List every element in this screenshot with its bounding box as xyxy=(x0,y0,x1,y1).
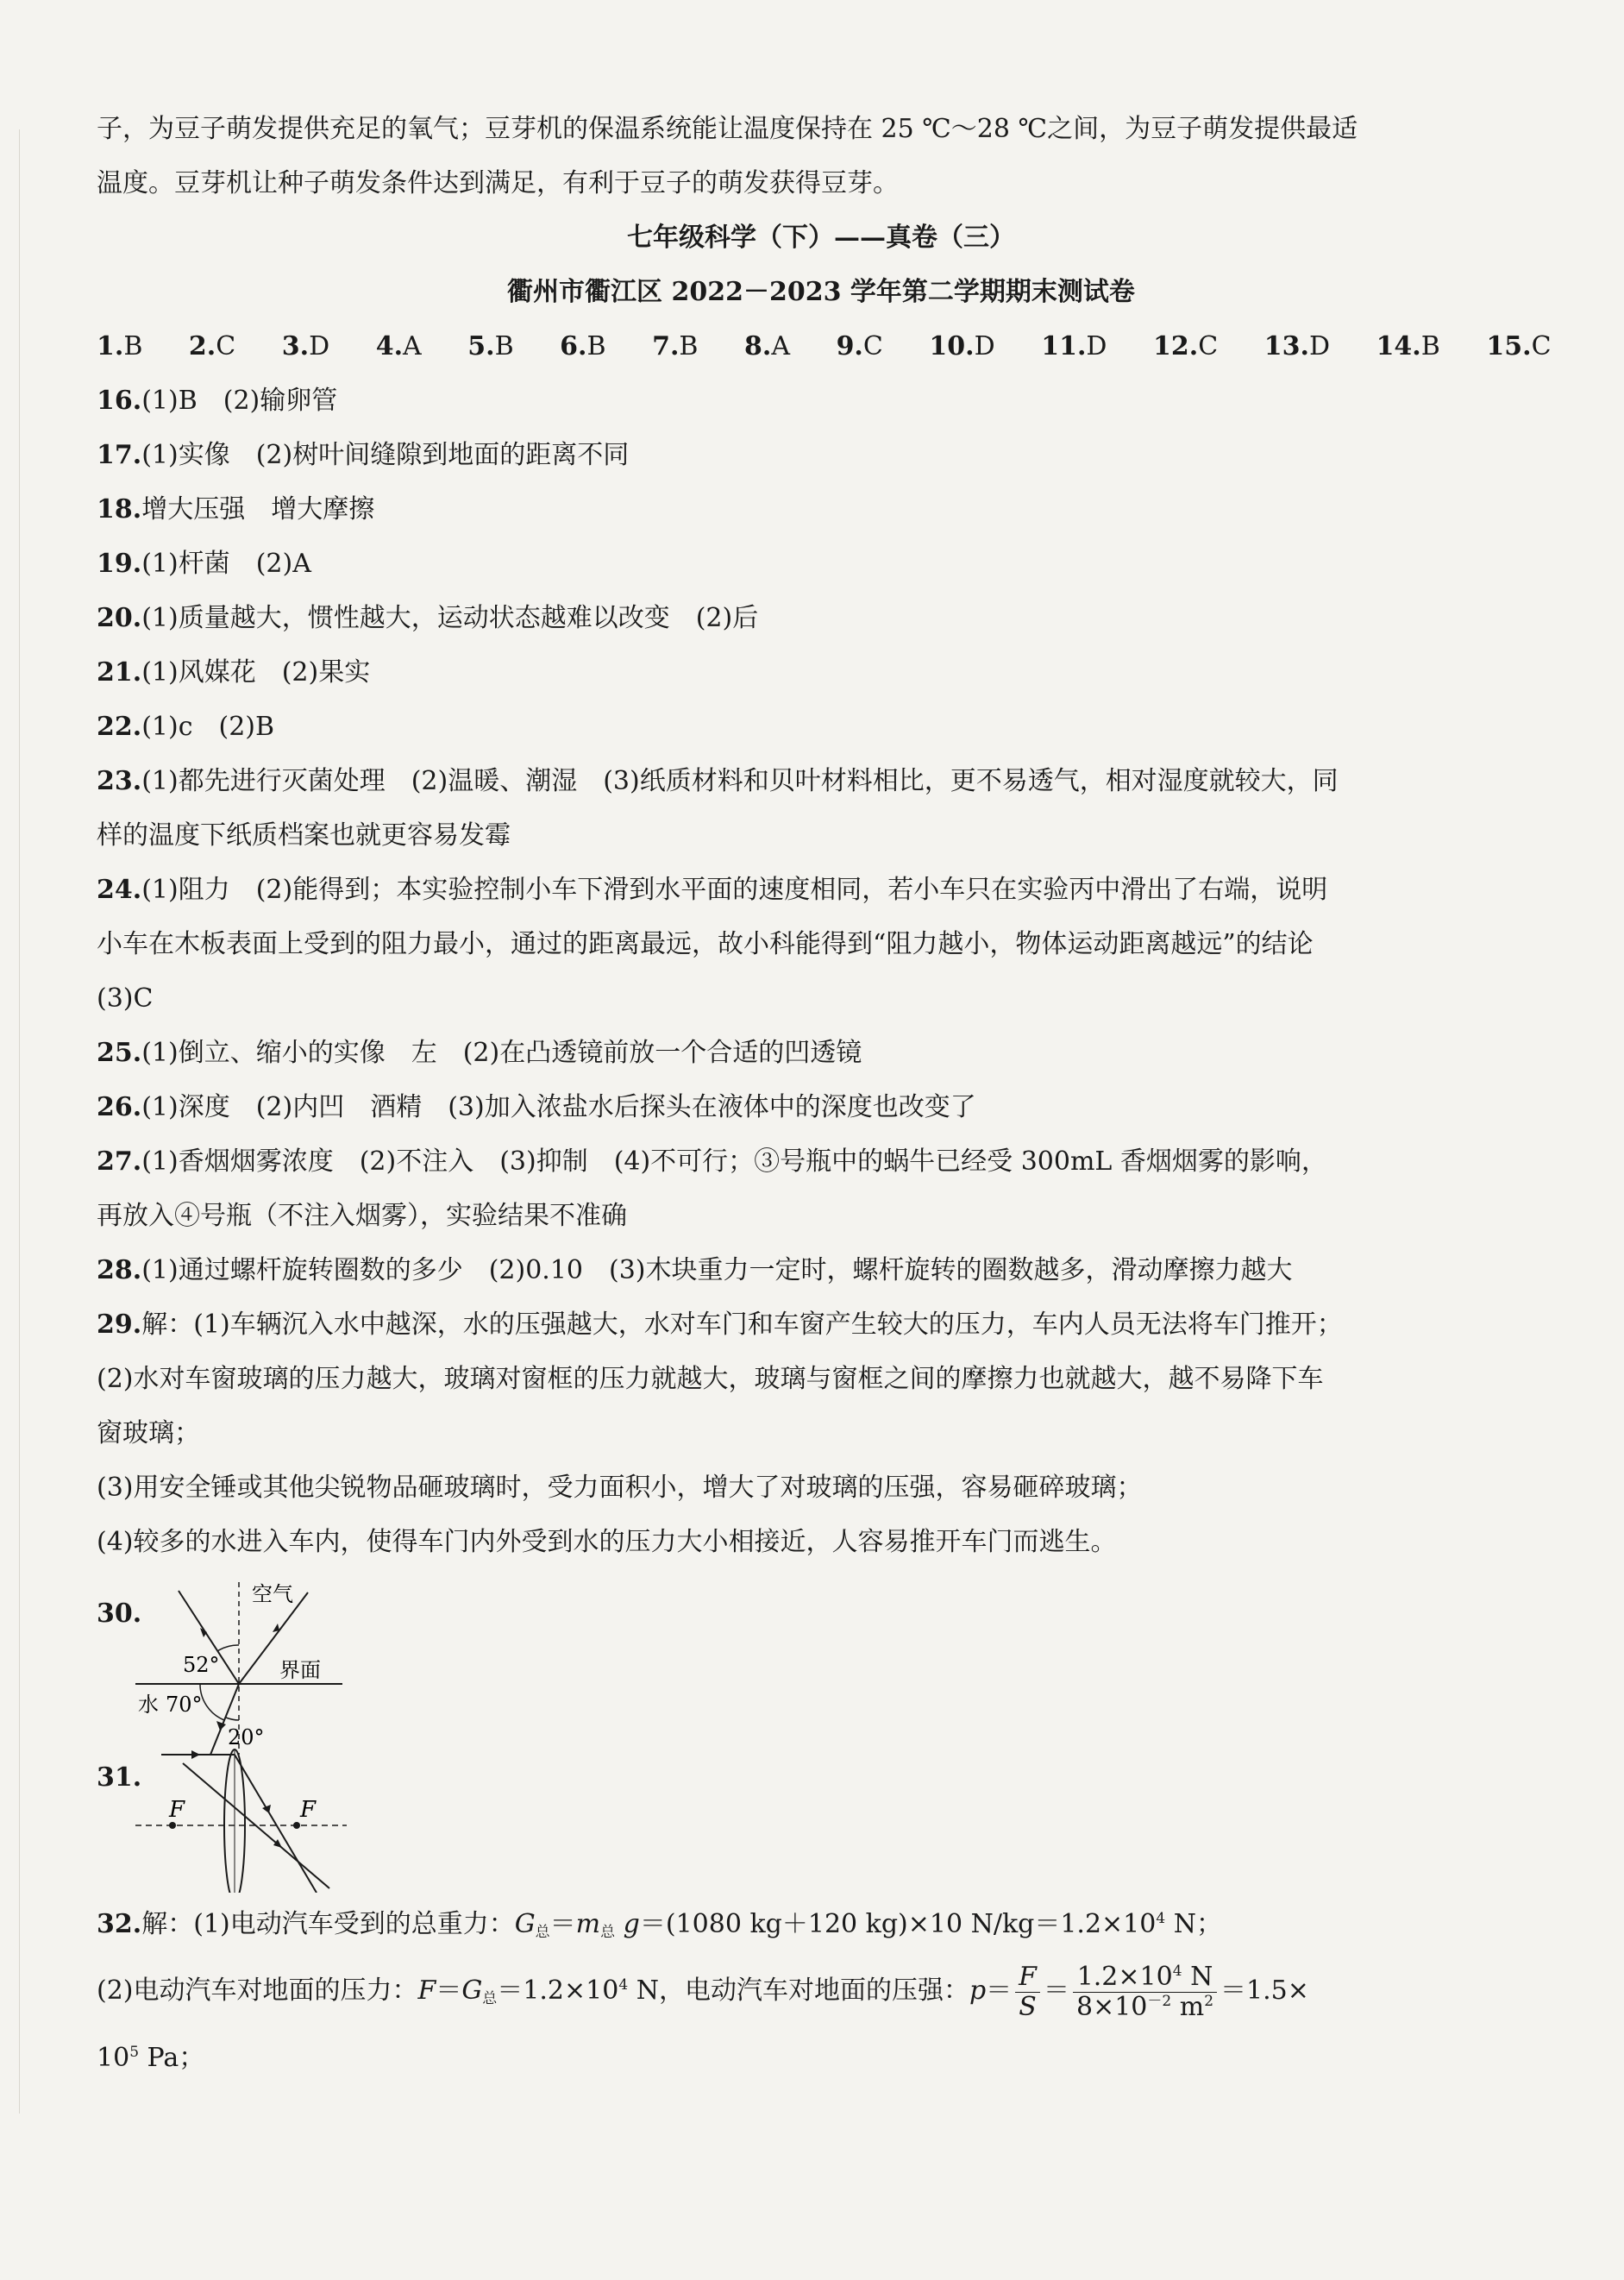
mc-answer: 5.B xyxy=(467,331,514,361)
angle-arc-20 xyxy=(226,1718,239,1720)
answer-24-cont-2: (3)C xyxy=(97,983,154,1014)
answer-32-cont: (2)电动汽车对地面的压力：$F=G_总=1.2\times 10^4$ N，电动汽车对地面的压强：p＝ $\frac{F}{S}$ ＝ $\frac{1.2\times 10^4 N}{8\times 10^{-2} m^2}$ ＝1.5× xyxy=(97,1961,1309,2022)
answer-32-cont-2: $10^5$ Pa； xyxy=(97,2043,205,2073)
answer-30-figure xyxy=(97,1582,1546,1750)
multiple-choice-answers xyxy=(97,319,1552,374)
refracted-arrow-icon xyxy=(216,1721,226,1730)
answer-29-cont-2: 窗玻璃； xyxy=(97,1418,200,1448)
angle-arc-70 xyxy=(200,1684,224,1720)
refraction-diagram xyxy=(131,1582,390,1755)
intro-line-1: 子，为豆子萌发提供充足的氧气；豆芽机的保温系统能让温度保持在 25 ℃～28 ℃之间，为豆子萌发提供最适 xyxy=(97,114,1358,144)
page-gutter-line xyxy=(19,129,20,2114)
mc-answer: 4.A xyxy=(375,331,422,361)
section-title: 七年级科学（下）——真卷（三） xyxy=(627,223,1015,253)
mc-answer: 2.C xyxy=(188,331,236,361)
fraction-F-over-S: $\frac{F}{S}$ xyxy=(1015,1963,1040,2022)
mc-answer: 6.B xyxy=(560,331,606,361)
answer-17: 17.(1)实像 (2)树叶间缝隙到地面的距离不同 xyxy=(97,440,630,470)
mc-answer: 9.C xyxy=(836,331,883,361)
answer-page xyxy=(97,102,1552,2085)
interface-label: 界面 xyxy=(279,1658,321,1682)
angle-label-20: 20° xyxy=(228,1725,265,1749)
answer-29-cont-3: (3)用安全锤或其他尖锐物品砸玻璃时，受力面积小，增大了对玻璃的压强，容易砸碎玻璃； xyxy=(97,1473,1143,1503)
answer-29-cont-4: (4)较多的水进入车内，使得车门内外受到水的压力大小相接近，人容易推开车门而逃生。 xyxy=(97,1527,1117,1557)
answer-19: 19.(1)杆菌 (2)A xyxy=(97,549,311,579)
fraction-pressure: $\frac{1.2\times 10^4 N}{8\times 10^{-2} m^2}$ xyxy=(1073,1963,1217,2022)
intro-line-2: 温度。豆芽机让种子萌发条件达到满足，有利于豆子的萌发获得豆芽。 xyxy=(97,168,899,198)
focus-label-left: F xyxy=(169,1797,185,1823)
center-ray-arrow-icon xyxy=(273,1839,282,1848)
mc-answer: 15.C xyxy=(1486,331,1552,361)
answer-27: 27.(1)香烟烟雾浓度 (2)不注入 (3)抑制 (4)不可行；③号瓶中的蜗牛已经受 300mL 香烟烟雾的影响， xyxy=(97,1146,1327,1177)
mc-answer: 8.A xyxy=(744,331,791,361)
focus-point-right xyxy=(293,1822,300,1829)
mc-answer: 3.D xyxy=(281,331,330,361)
answer-20: 20.(1)质量越大，惯性越大，运动状态越难以改变 (2)后 xyxy=(97,603,759,633)
answer-29: 29.解：(1)车辆沉入水中越深，水的压强越大，水对车门和车窗产生较大的压力，车内人员无法将车门推开； xyxy=(97,1310,1343,1340)
mc-answer: 12.C xyxy=(1153,331,1219,361)
water-label: 水 xyxy=(138,1693,159,1717)
focus-point-left xyxy=(169,1822,176,1829)
focus-label-right: F xyxy=(300,1797,317,1823)
answer-24: 24.(1)阻力 (2)能得到；本实验控制小车下滑到水平面的速度相同，若小车只在实验丙中滑出了右端，说明 xyxy=(97,875,1328,905)
answer-29-cont: (2)水对车窗玻璃的压力越大，玻璃对窗框的压力就越大，玻璃与窗框之间的摩擦力也就越大，越不易降下车 xyxy=(97,1364,1324,1394)
answer-18: 18.增大压强 增大摩擦 xyxy=(97,494,375,524)
answer-25: 25.(1)倒立、缩小的实像 左 (2)在凸透镜前放一个合适的凹透镜 xyxy=(97,1038,862,1068)
parallel-ray-arrow-icon xyxy=(191,1750,200,1759)
lens-diagram xyxy=(131,1746,373,1893)
mc-answer: 13.D xyxy=(1263,331,1331,361)
angle-arc-52 xyxy=(217,1645,239,1651)
answer-26: 26.(1)深度 (2)内凹 酒精 (3)加入浓盐水后探头在液体中的深度也改变了 xyxy=(97,1092,976,1122)
air-label: 空气 xyxy=(252,1582,293,1606)
mc-answer: 1.B xyxy=(97,331,143,361)
angle-label-52: 52° xyxy=(183,1653,220,1677)
section-subtitle: 衢州市衢江区 2022－2023 学年第二学期期末测试卷 xyxy=(507,277,1135,307)
answer-24-cont: 小车在木板表面上受到的阻力最小，通过的距离最远，故小科能得到“阻力越小，物体运动距离越远”的结论 xyxy=(97,929,1314,959)
refracted-focus-ray xyxy=(235,1755,317,1893)
answer-27-cont: 再放入④号瓶（不注入烟雾），实验结果不准确 xyxy=(97,1201,627,1231)
answer-21: 21.(1)风媒花 (2)果实 xyxy=(97,657,371,688)
answer-23-cont: 样的温度下纸质档案也就更容易发霉 xyxy=(97,820,511,851)
mc-answer: 7.B xyxy=(652,331,699,361)
mc-answer: 10.D xyxy=(929,331,995,361)
answer-31-number: 31. xyxy=(97,1762,142,1793)
answer-30-number: 30. xyxy=(97,1599,142,1629)
mc-answer: 11.D xyxy=(1041,331,1107,361)
answer-16: 16.(1)B (2)输卵管 xyxy=(97,386,338,416)
answer-22: 22.(1)c (2)B xyxy=(97,712,275,742)
center-ray xyxy=(183,1763,329,1888)
angle-label-70: 70° xyxy=(166,1693,203,1717)
answer-31-figure xyxy=(97,1750,1546,1880)
answer-28: 28.(1)通过螺杆旋转圈数的多少 (2)0.10 (3)木块重力一定时，螺杆旋转的圈数越多，滑动摩擦力越大 xyxy=(97,1255,1293,1285)
answer-23: 23.(1)都先进行灭菌处理 (2)温暖、潮湿 (3)纸质材料和贝叶材料相比，更不易透气，相对湿度就较大，同 xyxy=(97,766,1339,796)
answer-32: 32.解：(1)电动汽车受到的总重力：$G_总=m_总$ g＝(1080 kg＋120 kg)×10 $N/kg=1.2\times 10^4$ N； xyxy=(97,1909,1222,1941)
mc-answer: 14.B xyxy=(1376,331,1440,361)
